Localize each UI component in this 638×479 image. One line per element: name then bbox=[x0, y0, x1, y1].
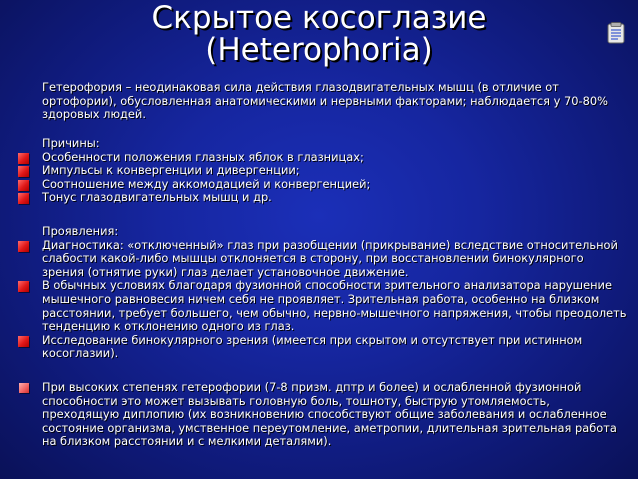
definition-paragraph bbox=[42, 81, 622, 122]
manifestation-line: косоглазии). bbox=[42, 346, 119, 361]
causes-heading: Причины: bbox=[42, 136, 100, 150]
notes-icon[interactable] bbox=[605, 22, 627, 44]
manifestation-item bbox=[42, 239, 622, 280]
cause-text: Тонус глазодвигательных мышц и др. bbox=[42, 190, 272, 205]
manifestation-item bbox=[42, 334, 622, 361]
manifestation-line: Исследование бинокулярного зрения (имеется при скрытом и отсутствует при истинном bbox=[42, 332, 583, 347]
high-degree-item bbox=[42, 381, 622, 449]
manifestation-line: мышечного равновесия ничем себя не проявляет. Зрительная работа, особенно на близком bbox=[42, 291, 600, 306]
title-line-1: Скрытое косоглазие bbox=[151, 0, 487, 36]
cause-item bbox=[42, 164, 622, 178]
bullet-icon bbox=[18, 281, 29, 292]
causes-section bbox=[42, 137, 622, 205]
high-degree-line: на близком расстоянии и с мелкими деталями). bbox=[42, 434, 332, 449]
manifestation-line: тенденцию к отклонению одного из глаз. bbox=[42, 319, 295, 334]
definition-line: Гетерофория – неодинаковая сила действия глазодвигательных мышц (в отличие от bbox=[42, 80, 559, 94]
high-degree-section bbox=[42, 381, 622, 449]
manifestation-line: Диагностика: «отключенный» глаз при разобщении (прикрывание) вследствие относительной bbox=[42, 237, 618, 252]
bullet-icon bbox=[19, 383, 29, 393]
bullet-icon bbox=[18, 180, 29, 191]
high-degree-line: состояние организма, умственное переутомление, аметропии, длительная зрительная работа bbox=[42, 420, 617, 435]
cause-item bbox=[42, 191, 622, 205]
manifestation-line: В обычных условиях благодаря фузионной способности зрительного анализатора нарушение bbox=[42, 278, 612, 293]
definition-line: здоровых людей. bbox=[42, 107, 146, 122]
bullet-icon bbox=[18, 153, 29, 164]
high-degree-line: способности это может вызывать головную боль, тошноту, быструю утомляемость, bbox=[42, 393, 550, 408]
bullet-icon bbox=[18, 336, 29, 347]
cause-text: Соотношение между аккомодацией и конвергенцией; bbox=[42, 176, 371, 191]
bullet-icon bbox=[18, 193, 29, 204]
manifestation-item bbox=[42, 278, 627, 334]
slide-title bbox=[0, 2, 638, 66]
cause-item bbox=[42, 178, 622, 192]
manifestation-line: слабости какой-либо мышцы отклоняется в сторону, при восстановлении бинокулярного bbox=[42, 251, 584, 266]
manifestation-line: зрения (отнятие руки) глаз делает установочное движение. bbox=[42, 264, 409, 279]
high-degree-line: При высоких степенях гетерофории (7-8 призм. дптр и более) и ослабленной фузионной bbox=[42, 380, 582, 394]
cause-text: Особенности положения глазных яблок в глазницах; bbox=[42, 149, 364, 164]
cause-text: Импульсы к конвергенции и дивергенции; bbox=[42, 163, 300, 178]
cause-item bbox=[42, 151, 622, 165]
manifestations-heading: Проявления: bbox=[42, 224, 119, 238]
title-line-2: (Heterophoria) bbox=[205, 32, 433, 68]
definition-line: ортофории), обусловленная анатомическими и нервными факторами; наблюдается у 70-80% bbox=[42, 93, 608, 108]
bullet-icon bbox=[18, 166, 29, 177]
manifestations-section bbox=[42, 224, 627, 361]
manifestation-line: расстоянии, требует большего, чем обычно, нервно-мышечного напряжения, чтобы преодолеть bbox=[42, 305, 627, 320]
high-degree-line: преходящую диплопию (их возникновению способствуют общие заболевания и ослабленное bbox=[42, 407, 607, 422]
bullet-icon bbox=[18, 241, 29, 252]
